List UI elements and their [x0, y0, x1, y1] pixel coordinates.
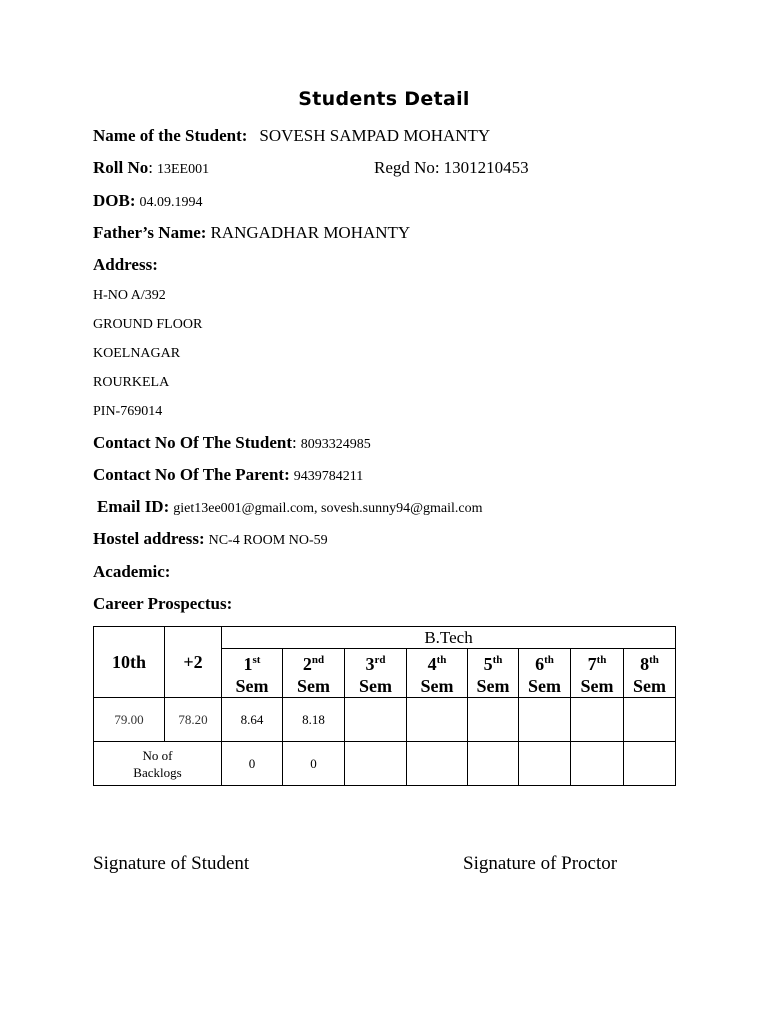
sem-score	[407, 698, 468, 742]
regd-value: 1301210453	[443, 158, 529, 177]
col-header-plus2: +2	[165, 627, 222, 698]
career-row	[93, 594, 232, 614]
sem-header: 5th Sem	[468, 649, 519, 698]
backlogs-row	[94, 742, 676, 786]
email-value: giet13ee001@gmail.com, sovesh.sunny94@gmail.com	[173, 501, 483, 516]
sem-score: 8.64	[222, 698, 283, 742]
backlog-count	[571, 742, 624, 786]
father-row	[93, 223, 410, 243]
score-10th: 79.00	[94, 698, 165, 742]
sem-header: 6th Sem	[519, 649, 571, 698]
student-name-value: SOVESH SAMPAD MOHANTY	[259, 126, 491, 145]
sem-score	[468, 698, 519, 742]
backlogs-label: No of Backlogs	[94, 742, 222, 786]
backlog-count	[468, 742, 519, 786]
address-line: ROURKELA	[93, 375, 170, 390]
dob-value: 04.09.1994	[139, 195, 203, 210]
roll-colon: :	[148, 158, 153, 177]
sem-score	[345, 698, 407, 742]
roll-label: Roll No	[93, 158, 149, 177]
roll-value: 13EE001	[156, 162, 210, 177]
proctor-signature-label: Signature of Proctor	[463, 853, 618, 874]
score-plus2: 78.20	[165, 698, 222, 742]
hostel-row	[93, 529, 328, 549]
sem-header: 1st Sem	[222, 649, 283, 698]
btech-header: B.Tech	[222, 627, 676, 649]
academic-label: Academic:	[93, 562, 171, 581]
hostel-value: NC-4 ROOM NO-59	[208, 533, 328, 548]
student-name-label: Name of the Student:	[93, 126, 248, 145]
scores-row	[94, 698, 676, 742]
contact-student-value: 8093324985	[300, 437, 371, 452]
sem-score	[519, 698, 571, 742]
contact-parent-label: Contact No Of The Parent:	[93, 465, 290, 484]
page-title: Students Detail	[298, 88, 470, 110]
contact-student-row	[93, 433, 371, 453]
regd-label: Regd No:	[374, 158, 440, 177]
backlog-count: 0	[222, 742, 283, 786]
academic-table	[93, 626, 676, 786]
academic-row	[93, 562, 170, 582]
hostel-label: Hostel address:	[93, 529, 205, 548]
student-name-row	[93, 126, 490, 146]
father-value: RANGADHAR MOHANTY	[210, 223, 411, 242]
career-label: Career Prospectus:	[93, 594, 233, 613]
sem-score	[624, 698, 676, 742]
address-label: Address:	[93, 255, 158, 274]
contact-parent-value: 9439784211	[293, 469, 364, 484]
backlog-count	[345, 742, 407, 786]
backlog-count	[624, 742, 676, 786]
sem-header: 4th Sem	[407, 649, 468, 698]
student-signature-label: Signature of Student	[93, 853, 250, 874]
address-label-row	[93, 255, 158, 275]
regd-group	[374, 158, 529, 178]
backlog-count	[407, 742, 468, 786]
dob-label: DOB:	[93, 191, 136, 210]
address-line: GROUND FLOOR	[93, 317, 203, 332]
father-label: Father’s Name:	[93, 223, 207, 242]
dob-row	[93, 191, 203, 211]
address-line: KOELNAGAR	[93, 346, 181, 361]
email-row	[97, 497, 483, 517]
address-line: H-NO A/392	[93, 288, 166, 303]
sem-score: 8.18	[283, 698, 345, 742]
sem-score	[571, 698, 624, 742]
sem-header: 2nd Sem	[283, 649, 345, 698]
backlog-count	[519, 742, 571, 786]
col-header-10th: 10th	[94, 627, 165, 698]
sem-header: 8th Sem	[624, 649, 676, 698]
roll-row	[93, 158, 553, 178]
contact-student-label: Contact No Of The Student	[93, 433, 292, 452]
address-line: PIN-769014	[93, 404, 163, 419]
sem-header: 7th Sem	[571, 649, 624, 698]
email-label: Email ID:	[97, 497, 170, 516]
contact-student-colon: :	[291, 433, 297, 452]
contact-parent-row	[93, 465, 363, 485]
backlog-count: 0	[283, 742, 345, 786]
sem-header: 3rd Sem	[345, 649, 407, 698]
